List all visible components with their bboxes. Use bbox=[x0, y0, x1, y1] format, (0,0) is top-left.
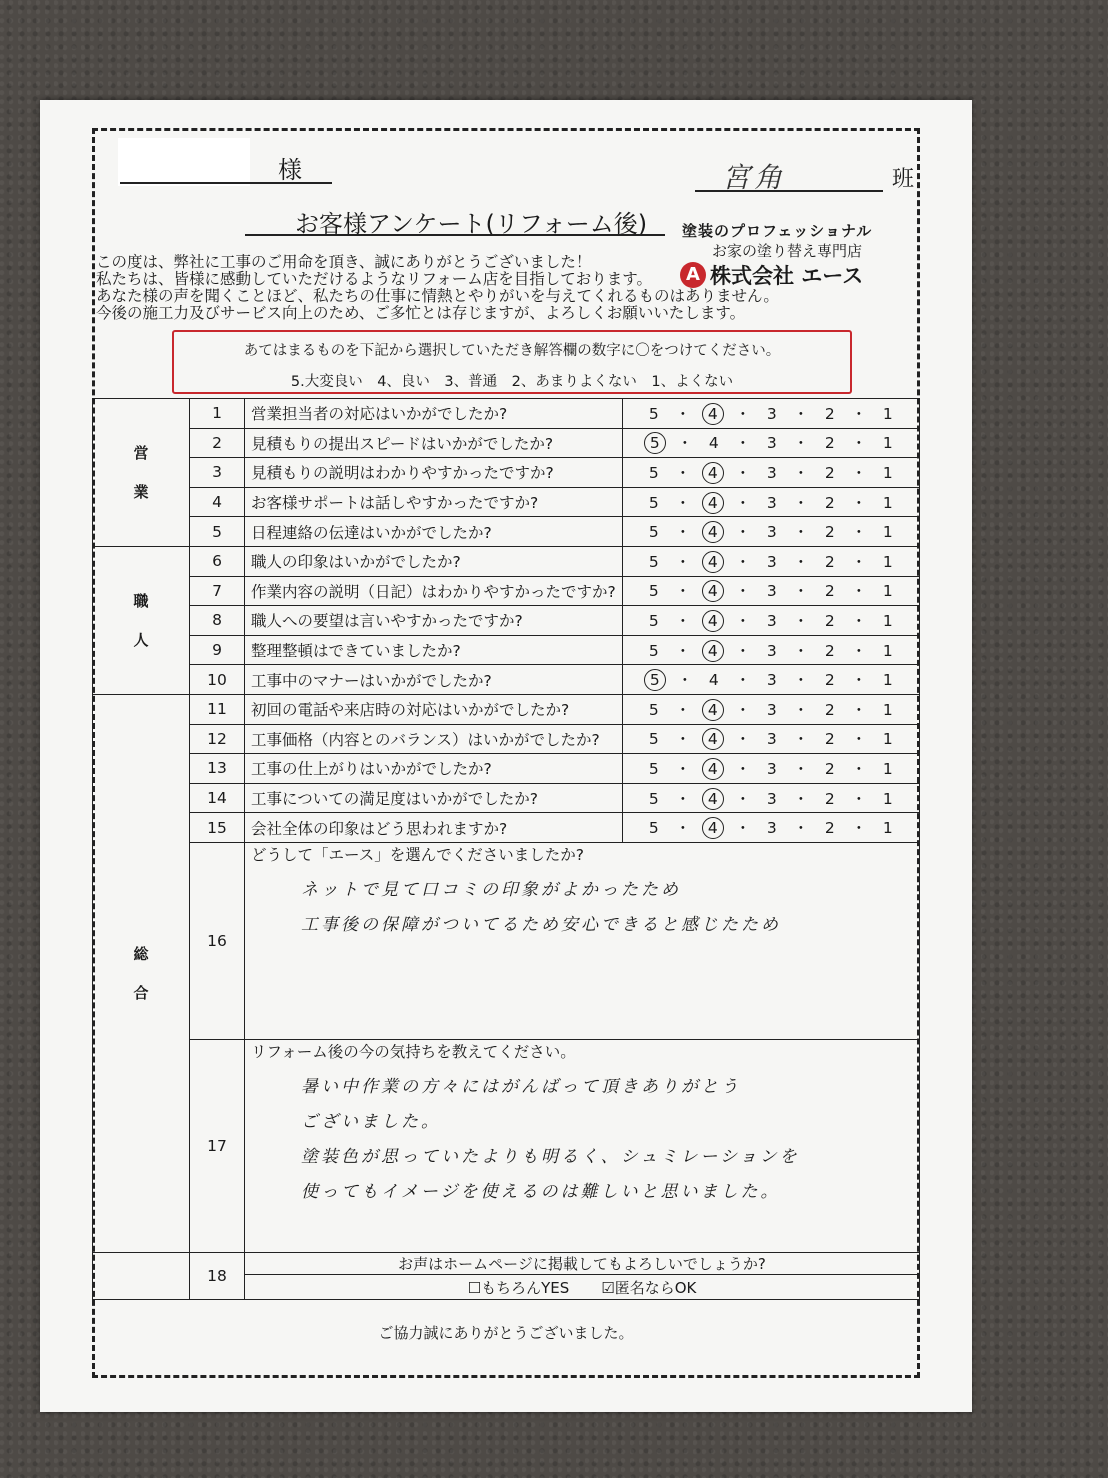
rating-cell bbox=[622, 576, 919, 606]
section-char: 人 bbox=[133, 631, 149, 650]
separator-dot: ・ bbox=[735, 759, 751, 778]
question-text: リフォーム後の今の気持ちを教えてください。 bbox=[251, 1042, 576, 1061]
q18-cell bbox=[245, 1252, 920, 1299]
handwritten-answer: ございました。 bbox=[301, 1111, 441, 1132]
handwritten-answer: ネットで見て口コミの印象がよかったため bbox=[301, 879, 681, 900]
table-row bbox=[93, 783, 920, 813]
rating-cell bbox=[622, 399, 919, 429]
separator-dot: ・ bbox=[675, 582, 691, 601]
question-number: 7 bbox=[190, 576, 245, 606]
ace-logo-icon: A bbox=[680, 262, 706, 288]
rating-option[interactable]: 2 bbox=[824, 463, 835, 482]
rating-option[interactable]: 5 bbox=[648, 789, 659, 808]
separator-dot: ・ bbox=[793, 434, 809, 453]
rating-option[interactable]: 2 bbox=[824, 493, 835, 512]
separator-dot: ・ bbox=[735, 552, 751, 571]
option-yes-checkbox[interactable]: ☐もちろんYES bbox=[467, 1279, 570, 1298]
handwritten-answer: 工事後の保障がついてるため安心できると感じたため bbox=[301, 914, 781, 935]
question-text: 見積もりの説明はわかりやすかったですか? bbox=[245, 458, 623, 488]
rating-option[interactable]: 2 bbox=[824, 730, 835, 749]
rating-option[interactable]: 2 bbox=[824, 523, 835, 542]
separator-dot: ・ bbox=[793, 789, 809, 808]
separator-dot: ・ bbox=[793, 404, 809, 423]
separator-dot: ・ bbox=[675, 493, 691, 512]
rating-cell bbox=[622, 517, 919, 547]
rating-option[interactable]: 3 bbox=[766, 700, 777, 719]
separator-dot: ・ bbox=[675, 759, 691, 778]
rating-option[interactable]: 1 bbox=[882, 434, 893, 453]
rating-option[interactable]: 2 bbox=[824, 611, 835, 630]
separator-dot: ・ bbox=[851, 819, 867, 838]
intro-line: 今後の施工力及びサービス向上のため、ご多忙とは存じますが、よろしくお願いいたします。 bbox=[96, 304, 746, 322]
rating-option[interactable]: 1 bbox=[882, 730, 893, 749]
rating-option[interactable]: 3 bbox=[766, 463, 777, 482]
question-text: 工事についての満足度はいかがでしたか? bbox=[245, 783, 623, 813]
rating-option[interactable]: 5 bbox=[648, 700, 659, 719]
handwritten-answer: 使ってもイメージを使えるのは難しいと思いました。 bbox=[301, 1181, 781, 1202]
separator-dot: ・ bbox=[851, 789, 867, 808]
rating-option[interactable]: 4 bbox=[708, 671, 719, 690]
rating-option[interactable]: 5 bbox=[648, 493, 659, 512]
section-label-overall bbox=[93, 694, 190, 1252]
separator-dot: ・ bbox=[675, 819, 691, 838]
separator-dot: ・ bbox=[735, 700, 751, 719]
separator-dot: ・ bbox=[675, 641, 691, 660]
separator-dot: ・ bbox=[793, 582, 809, 601]
rating-option[interactable]: 2 bbox=[824, 700, 835, 719]
rating-option[interactable]: 1 bbox=[882, 493, 893, 512]
section-char: 業 bbox=[133, 483, 149, 502]
rating-option[interactable]: 5 bbox=[648, 641, 659, 660]
separator-dot: ・ bbox=[851, 641, 867, 660]
rating-option[interactable]: 3 bbox=[766, 434, 777, 453]
sama-label: 様 bbox=[278, 156, 302, 184]
rating-option[interactable]: 3 bbox=[766, 819, 777, 838]
separator-dot: ・ bbox=[793, 611, 809, 630]
separator-dot: ・ bbox=[793, 671, 809, 690]
separator-dot: ・ bbox=[793, 463, 809, 482]
question-text: 作業内容の説明（日記）はわかりやすかったですか? bbox=[245, 576, 623, 606]
rating-cell bbox=[622, 487, 919, 517]
question-text: 営業担当者の対応はいかがでしたか? bbox=[245, 399, 623, 429]
rating-option[interactable]: 3 bbox=[766, 641, 777, 660]
question-text: お客様サポートは話しやすかったですか? bbox=[245, 487, 623, 517]
rating-option-selected[interactable]: 5 bbox=[644, 432, 666, 454]
rating-option-selected[interactable]: 4 bbox=[702, 403, 724, 425]
rating-option[interactable]: 1 bbox=[882, 552, 893, 571]
rating-cell bbox=[622, 665, 919, 695]
separator-dot: ・ bbox=[851, 611, 867, 630]
rating-option-selected[interactable]: 4 bbox=[702, 699, 724, 721]
rating-cell bbox=[622, 606, 919, 636]
rating-option[interactable]: 3 bbox=[766, 759, 777, 778]
question-text: 工事中のマナーはいかがでしたか? bbox=[245, 665, 623, 695]
handwritten-answer: 塗装色が思っていたよりも明るく、シュミレーションを bbox=[301, 1146, 800, 1167]
section-char: 合 bbox=[133, 984, 149, 1003]
rating-option[interactable]: 2 bbox=[824, 641, 835, 660]
question-number: 12 bbox=[190, 724, 245, 754]
question-text: 職人への要望は言いやすかったですか? bbox=[245, 606, 623, 636]
separator-dot: ・ bbox=[851, 671, 867, 690]
rating-cell bbox=[622, 813, 919, 843]
rating-option[interactable]: 2 bbox=[824, 819, 835, 838]
rating-option[interactable]: 2 bbox=[824, 404, 835, 423]
question-number: 2 bbox=[190, 428, 245, 458]
rating-option[interactable]: 3 bbox=[766, 582, 777, 601]
question-number: 3 bbox=[190, 458, 245, 488]
separator-dot: ・ bbox=[675, 700, 691, 719]
separator-dot: ・ bbox=[735, 434, 751, 453]
rating-option[interactable]: 5 bbox=[648, 552, 659, 571]
separator-dot: ・ bbox=[675, 730, 691, 749]
option-anonymous-checkbox[interactable]: ☑匿名ならOK bbox=[601, 1279, 697, 1298]
separator-dot: ・ bbox=[675, 552, 691, 571]
rating-option[interactable]: 5 bbox=[648, 523, 659, 542]
rating-option[interactable]: 1 bbox=[882, 641, 893, 660]
rating-option[interactable]: 1 bbox=[882, 789, 893, 808]
question-number: 6 bbox=[190, 546, 245, 576]
shop-type: お家の塗り替え専門店 bbox=[712, 242, 863, 260]
rating-option-selected[interactable]: 4 bbox=[702, 551, 724, 573]
rating-option[interactable]: 5 bbox=[648, 404, 659, 423]
separator-dot: ・ bbox=[851, 493, 867, 512]
rating-option[interactable]: 1 bbox=[882, 523, 893, 542]
question-text: お声はホームページに掲載してもよろしいでしょうか? bbox=[398, 1255, 766, 1274]
separator-dot: ・ bbox=[851, 730, 867, 749]
table-row bbox=[93, 487, 920, 517]
rating-option[interactable]: 5 bbox=[648, 582, 659, 601]
rating-option[interactable]: 1 bbox=[882, 819, 893, 838]
rating-option[interactable]: 3 bbox=[766, 789, 777, 808]
rating-option[interactable]: 1 bbox=[882, 463, 893, 482]
title-underline bbox=[245, 234, 665, 236]
separator-dot: ・ bbox=[851, 434, 867, 453]
separator-dot: ・ bbox=[793, 700, 809, 719]
table-row bbox=[93, 458, 920, 488]
rating-option[interactable]: 5 bbox=[648, 819, 659, 838]
question-text: 日程連絡の伝達はいかがでしたか? bbox=[245, 517, 623, 547]
question-number: 1 bbox=[190, 399, 245, 429]
question-text: 会社全体の印象はどう思われますか? bbox=[245, 813, 623, 843]
rating-option[interactable]: 4 bbox=[708, 434, 719, 453]
name-underline bbox=[120, 182, 332, 184]
rating-option[interactable]: 2 bbox=[824, 789, 835, 808]
question-number: 18 bbox=[190, 1252, 245, 1299]
rating-cell bbox=[622, 783, 919, 813]
staff-underline bbox=[695, 190, 883, 192]
separator-dot: ・ bbox=[735, 730, 751, 749]
section-char: 職 bbox=[133, 592, 149, 611]
question-number: 14 bbox=[190, 783, 245, 813]
table-row bbox=[93, 754, 920, 784]
question-number: 17 bbox=[190, 1039, 245, 1252]
question-number: 10 bbox=[190, 665, 245, 695]
rating-option[interactable]: 3 bbox=[766, 404, 777, 423]
table-row bbox=[93, 635, 920, 665]
rating-option[interactable]: 3 bbox=[766, 552, 777, 571]
staff-name-handwritten: 宮角 bbox=[722, 161, 787, 194]
rating-option[interactable]: 2 bbox=[824, 582, 835, 601]
separator-dot: ・ bbox=[735, 671, 751, 690]
rating-option-selected[interactable]: 4 bbox=[702, 640, 724, 662]
rating-cell bbox=[622, 428, 919, 458]
section-label-sales bbox=[93, 399, 190, 547]
intro-line: 私たちは、皆様に感動していただけるようなリフォーム店を目指しております。 bbox=[96, 270, 652, 288]
question-number: 13 bbox=[190, 754, 245, 784]
separator-dot: ・ bbox=[735, 493, 751, 512]
table-row-q17 bbox=[93, 1039, 920, 1252]
table-row bbox=[93, 517, 920, 547]
separator-dot: ・ bbox=[675, 463, 691, 482]
separator-dot: ・ bbox=[793, 730, 809, 749]
rating-option[interactable]: 3 bbox=[766, 671, 777, 690]
rating-option[interactable]: 2 bbox=[824, 671, 835, 690]
question-number: 15 bbox=[190, 813, 245, 843]
intro-line: この度は、弊社に工事のご用命を頂き、誠にありがとうございました！ bbox=[96, 253, 592, 271]
section-char: 総 bbox=[133, 945, 149, 964]
q17-answer-area[interactable] bbox=[245, 1039, 920, 1252]
rating-option-selected[interactable]: 4 bbox=[702, 521, 724, 543]
table-row bbox=[93, 399, 920, 429]
rating-option[interactable]: 1 bbox=[882, 759, 893, 778]
rating-option-selected[interactable]: 4 bbox=[702, 462, 724, 484]
handwritten-answer: 暑い中作業の方々にはがんばって頂きありがとう bbox=[301, 1076, 741, 1097]
q18-options bbox=[245, 1274, 919, 1298]
rating-option[interactable]: 3 bbox=[766, 611, 777, 630]
separator-dot: ・ bbox=[851, 552, 867, 571]
separator-dot: ・ bbox=[851, 700, 867, 719]
survey-sheet bbox=[40, 100, 972, 1412]
rating-cell bbox=[622, 724, 919, 754]
instructions-line: あてはまるものを下記から選択していただき解答欄の数字に〇をつけてください。 bbox=[243, 343, 781, 359]
separator-dot: ・ bbox=[851, 759, 867, 778]
question-number: 4 bbox=[190, 487, 245, 517]
question-number: 9 bbox=[190, 635, 245, 665]
table-row bbox=[93, 813, 920, 843]
separator-dot: ・ bbox=[675, 404, 691, 423]
rating-option[interactable]: 1 bbox=[882, 700, 893, 719]
table-row-q18 bbox=[93, 1252, 920, 1299]
rating-option[interactable]: 1 bbox=[882, 671, 893, 690]
separator-dot: ・ bbox=[735, 819, 751, 838]
rating-option[interactable]: 2 bbox=[824, 434, 835, 453]
question-number: 5 bbox=[190, 517, 245, 547]
rating-option[interactable]: 5 bbox=[648, 611, 659, 630]
rating-cell bbox=[622, 694, 919, 724]
instructions-box bbox=[172, 330, 852, 394]
question-text: 職人の印象はいかがでしたか? bbox=[245, 546, 623, 576]
rating-option[interactable]: 2 bbox=[824, 552, 835, 571]
separator-dot: ・ bbox=[735, 463, 751, 482]
table-row-q16 bbox=[93, 842, 920, 1039]
separator-dot: ・ bbox=[851, 404, 867, 423]
question-text: 見積もりの提出スピードはいかがでしたか? bbox=[245, 428, 623, 458]
separator-dot: ・ bbox=[793, 523, 809, 542]
rating-option-selected[interactable]: 4 bbox=[702, 580, 724, 602]
separator-dot: ・ bbox=[793, 641, 809, 660]
question-number: 8 bbox=[190, 606, 245, 636]
rating-option-selected[interactable]: 4 bbox=[702, 758, 724, 780]
rating-cell bbox=[622, 635, 919, 665]
separator-dot: ・ bbox=[851, 463, 867, 482]
page-title: お客様アンケート(リフォーム後) bbox=[295, 210, 648, 238]
separator-dot: ・ bbox=[851, 523, 867, 542]
rating-option-selected[interactable]: 5 bbox=[644, 669, 666, 691]
redacted-customer-name bbox=[118, 138, 250, 186]
separator-dot: ・ bbox=[675, 523, 691, 542]
separator-dot: ・ bbox=[677, 434, 693, 453]
rating-cell bbox=[622, 458, 919, 488]
separator-dot: ・ bbox=[793, 759, 809, 778]
separator-dot: ・ bbox=[677, 671, 693, 690]
rating-cell bbox=[622, 546, 919, 576]
tagline: 塗装のプロフェッショナル bbox=[682, 222, 873, 240]
rating-option[interactable]: 1 bbox=[882, 582, 893, 601]
section-blank bbox=[93, 1252, 190, 1299]
table-row bbox=[93, 665, 920, 695]
question-text: 整理整頓はできていましたか? bbox=[245, 635, 623, 665]
table-row bbox=[93, 724, 920, 754]
question-number: 16 bbox=[190, 842, 245, 1039]
survey-table bbox=[92, 398, 920, 1300]
table-row bbox=[93, 606, 920, 636]
separator-dot: ・ bbox=[793, 552, 809, 571]
footer-thanks: ご協力誠にありがとうございました。 bbox=[378, 1324, 634, 1342]
table-row bbox=[93, 694, 920, 724]
separator-dot: ・ bbox=[735, 611, 751, 630]
rating-legend: 5.大変良い 4、良い 3、普通 2、あまりよくない 1、よくない bbox=[290, 374, 734, 390]
rating-option[interactable]: 2 bbox=[824, 759, 835, 778]
rating-option[interactable]: 3 bbox=[766, 730, 777, 749]
rating-option[interactable]: 5 bbox=[648, 463, 659, 482]
separator-dot: ・ bbox=[735, 523, 751, 542]
q16-answer-area[interactable] bbox=[245, 842, 920, 1039]
separator-dot: ・ bbox=[735, 789, 751, 808]
company-name: 株式会社 エース bbox=[710, 264, 864, 288]
rating-option[interactable]: 3 bbox=[766, 493, 777, 512]
separator-dot: ・ bbox=[735, 582, 751, 601]
separator-dot: ・ bbox=[793, 493, 809, 512]
section-char: 営 bbox=[133, 444, 149, 463]
separator-dot: ・ bbox=[675, 789, 691, 808]
rating-option-selected[interactable]: 4 bbox=[702, 817, 724, 839]
rating-option[interactable]: 3 bbox=[766, 523, 777, 542]
rating-option-selected[interactable]: 4 bbox=[702, 492, 724, 514]
rating-option[interactable]: 1 bbox=[882, 611, 893, 630]
han-label: 班 bbox=[892, 167, 915, 192]
separator-dot: ・ bbox=[851, 582, 867, 601]
table-row bbox=[93, 428, 920, 458]
question-text: 工事価格（内容とのバランス）はいかがでしたか? bbox=[245, 724, 623, 754]
question-text: 工事の仕上がりはいかがでしたか? bbox=[245, 754, 623, 784]
rating-option[interactable]: 5 bbox=[648, 730, 659, 749]
table-row bbox=[93, 546, 920, 576]
table-row bbox=[93, 576, 920, 606]
rating-cell bbox=[622, 754, 919, 784]
question-number: 11 bbox=[190, 694, 245, 724]
separator-dot: ・ bbox=[735, 641, 751, 660]
rating-option-selected[interactable]: 4 bbox=[702, 728, 724, 750]
rating-option[interactable]: 5 bbox=[648, 759, 659, 778]
section-label-craftsman bbox=[93, 546, 190, 694]
question-text: 初回の電話や来店時の対応はいかがでしたか? bbox=[245, 694, 623, 724]
intro-text bbox=[96, 254, 779, 322]
separator-dot: ・ bbox=[675, 611, 691, 630]
separator-dot: ・ bbox=[735, 404, 751, 423]
rating-option-selected[interactable]: 4 bbox=[702, 610, 724, 632]
separator-dot: ・ bbox=[793, 819, 809, 838]
rating-option[interactable]: 1 bbox=[882, 404, 893, 423]
question-text: どうして「エース」を選んでくださいましたか? bbox=[251, 845, 584, 864]
rating-option-selected[interactable]: 4 bbox=[702, 788, 724, 810]
intro-line: あなた様の声を聞くことほど、私たちの仕事に情熱とやりがいを与えてくれるものはありません。 bbox=[96, 287, 779, 305]
